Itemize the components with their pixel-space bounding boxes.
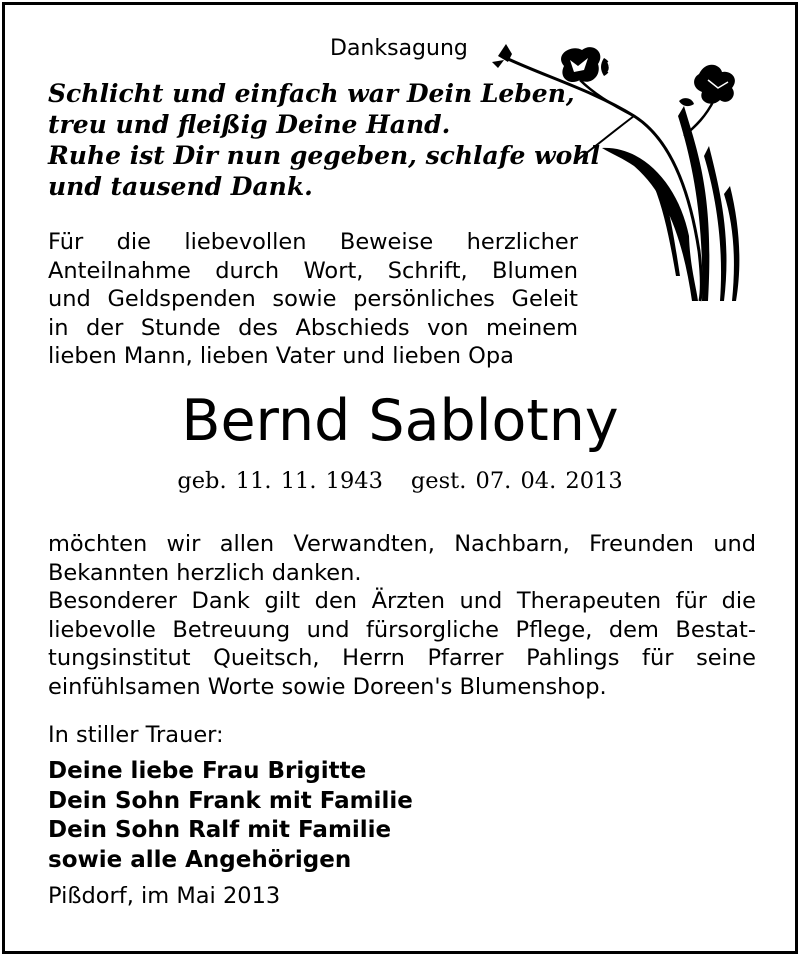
mourning-label: In stiller Trauer: <box>48 722 224 748</box>
death-date: gest. 07. 04. 2013 <box>410 468 623 494</box>
intro-paragraph <box>48 228 578 371</box>
thanks-paragraph <box>48 530 756 701</box>
intro-line: in der Stunde des Abschieds von meinem <box>48 314 578 341</box>
heading: Danksagung <box>330 36 468 61</box>
thanks-line: möchten wir allen Verwandten, Nachbarn, Freunden und <box>48 531 756 557</box>
intro-line: und Geldspenden sowie persönliches Geleit <box>48 286 578 312</box>
intro-line: Für die liebevollen Beweise herzlicher <box>48 229 578 255</box>
intro-line: Anteilnahme durch Wort, Schrift, Blumen <box>48 257 578 284</box>
thanks-line: Besonderer Dank gilt den Ärzten und Therapeuten für die <box>48 588 756 614</box>
signer: Deine liebe Frau Brigitte <box>48 758 367 784</box>
verse-line: und tausend Dank. <box>48 172 313 201</box>
thanks-line: Bekannten herzlich danken. <box>48 559 362 586</box>
signer: Dein Sohn Frank mit Familie <box>48 787 413 814</box>
place-date: Pißdorf, im Mai 2013 <box>48 883 281 909</box>
life-dates <box>0 468 800 494</box>
deceased-name: Bernd Sablotny <box>181 388 619 454</box>
thanks-line: tungsinstitut Queitsch, Herrn Pfarrer Pahlings für seine <box>48 645 756 671</box>
signer: Dein Sohn Ralf mit Familie <box>48 817 392 843</box>
verse-line: Schlicht und einfach war Dein Leben, <box>48 79 575 108</box>
verse <box>48 78 600 202</box>
birth-date: geb. 11. 11. 1943 <box>177 468 383 494</box>
intro-line: lieben Mann, lieben Vater und lieben Opa <box>48 343 514 369</box>
verse-line: treu und fleißig Deine Hand. <box>48 110 451 139</box>
signers-list <box>48 757 413 875</box>
thanks-line: liebevolle Betreuung und fürsorgliche Pflege, dem Bestat- <box>48 616 756 643</box>
verse-line: Ruhe ist Dir nun gegeben, schlafe wohl <box>48 141 600 170</box>
signer: sowie alle Angehörigen <box>48 846 352 873</box>
thanks-line: einfühlsamen Worte sowie Doreen's Blumenshop. <box>48 673 607 700</box>
